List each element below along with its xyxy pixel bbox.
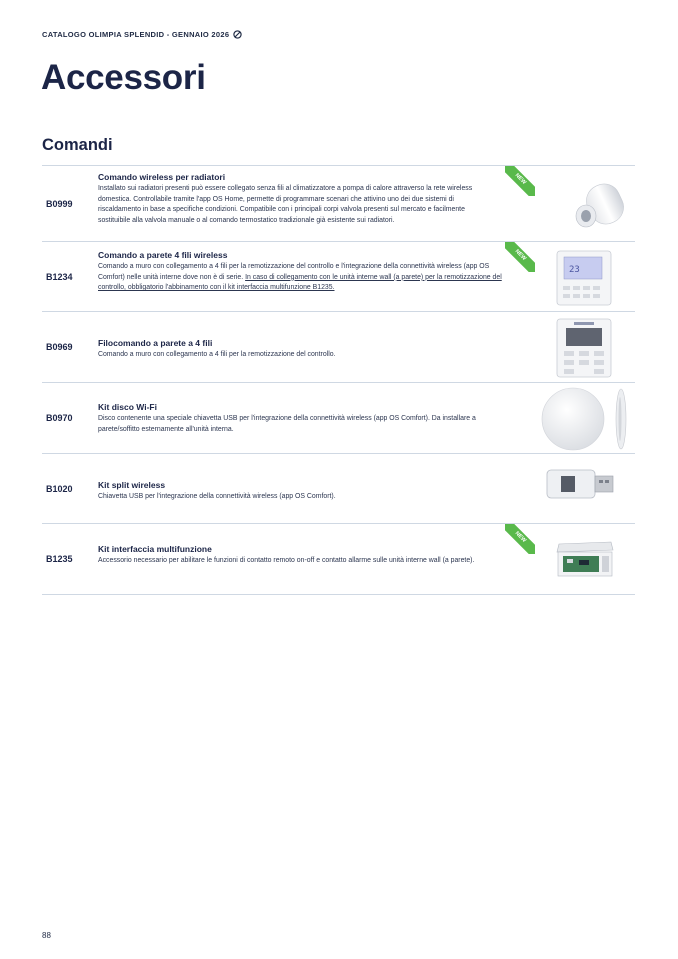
usb-dongle-icon [545, 464, 617, 504]
product-name: Kit interfaccia multifunzione [98, 544, 212, 554]
product-code: B1020 [46, 483, 73, 494]
product-description: Comando a muro con collegamento a 4 fili per la remotizzazione del controllo e l'integrazione della connettività wireless (app OS Comfort) nelle unità interne dove non è di serie. In caso di collegamento con le unità interne wall (a parete) per la remotizzazione del controllo, obbligatorio l'abbinamento con il kit interfaccia multifunzione B1235. [98, 263, 502, 292]
product-row [42, 524, 635, 595]
product-description: Accessorio necessario per abilitare le funzioni di contatto remoto on-off e contatto allarme sulle unità interne wall (a parete). [98, 557, 475, 564]
product-row [42, 242, 635, 312]
new-badge: NEW [505, 166, 535, 196]
wired-remote-icon [556, 318, 612, 378]
product-name: Comando wireless per radiatori [98, 172, 226, 182]
product-code: B0970 [46, 413, 73, 423]
products-table [42, 165, 635, 595]
wall-thermostat-icon [556, 250, 612, 306]
radiator-valve-icon [562, 178, 632, 236]
product-note: In caso di collegamento con le unità interne wall (a parete) per la remotizzazione del controllo, obbligatorio l'abbinamento con il kit interfaccia multifunzione B1235. [98, 273, 502, 292]
product-name: Filocomando a parete a 4 fili [98, 338, 213, 348]
svg-text:23: 23 [569, 265, 580, 275]
section-title: Comandi [42, 136, 113, 154]
product-name: Kit disco Wi-Fi [98, 402, 157, 412]
product-row [42, 312, 635, 383]
product-row [42, 166, 635, 242]
product-code: B1234 [46, 271, 73, 282]
wifi-disc-icon [539, 386, 631, 452]
product-code: B1235 [46, 554, 73, 564]
product-description: Disco contenente una speciale chiavetta USB per l'integrazione della connettività wireless (app OS Comfort). Da installare a parete/soffitto esternamente all'unità interna. [98, 415, 476, 433]
catalog-header [42, 30, 242, 39]
product-name: Comando a parete 4 fili wireless [98, 250, 228, 260]
product-row [42, 454, 635, 524]
product-code: B0999 [46, 198, 73, 209]
new-badge: NEW [505, 242, 535, 272]
catalog-header-text: CATALOGO OLIMPIA SPLENDID - GENNAIO 2026 [42, 30, 230, 39]
product-description: Chiavetta USB per l'integrazione della connettività wireless (app OS Comfort). [98, 493, 336, 500]
interface-board-icon [555, 538, 615, 580]
product-description: Installato sui radiatori presenti può essere collegato senza fili al climatizzatore a pompa di calore attraverso la rete wireless domestica. Controllabile tramite l'app OS Home, permette di programmare scenari che attivino uno dei due sistemi di riscaldamento in base a specifiche condizioni. Compatibile con i principali corpi valvola presenti sul mercato e facilmente sostituibile alla valvola manuale o al comando termostatico tradizionale già esistente sui radiatori. [98, 185, 473, 225]
product-row [42, 383, 635, 454]
product-code: B0969 [46, 342, 73, 352]
product-name: Kit split wireless [98, 480, 166, 490]
no-symbol-icon [233, 30, 242, 39]
product-description: Comando a muro con collegamento a 4 fili per la remotizzazione del controllo. [98, 351, 336, 358]
page-title: Accessori [41, 58, 206, 97]
page-number: 88 [42, 931, 51, 940]
new-badge: NEW [505, 524, 535, 554]
